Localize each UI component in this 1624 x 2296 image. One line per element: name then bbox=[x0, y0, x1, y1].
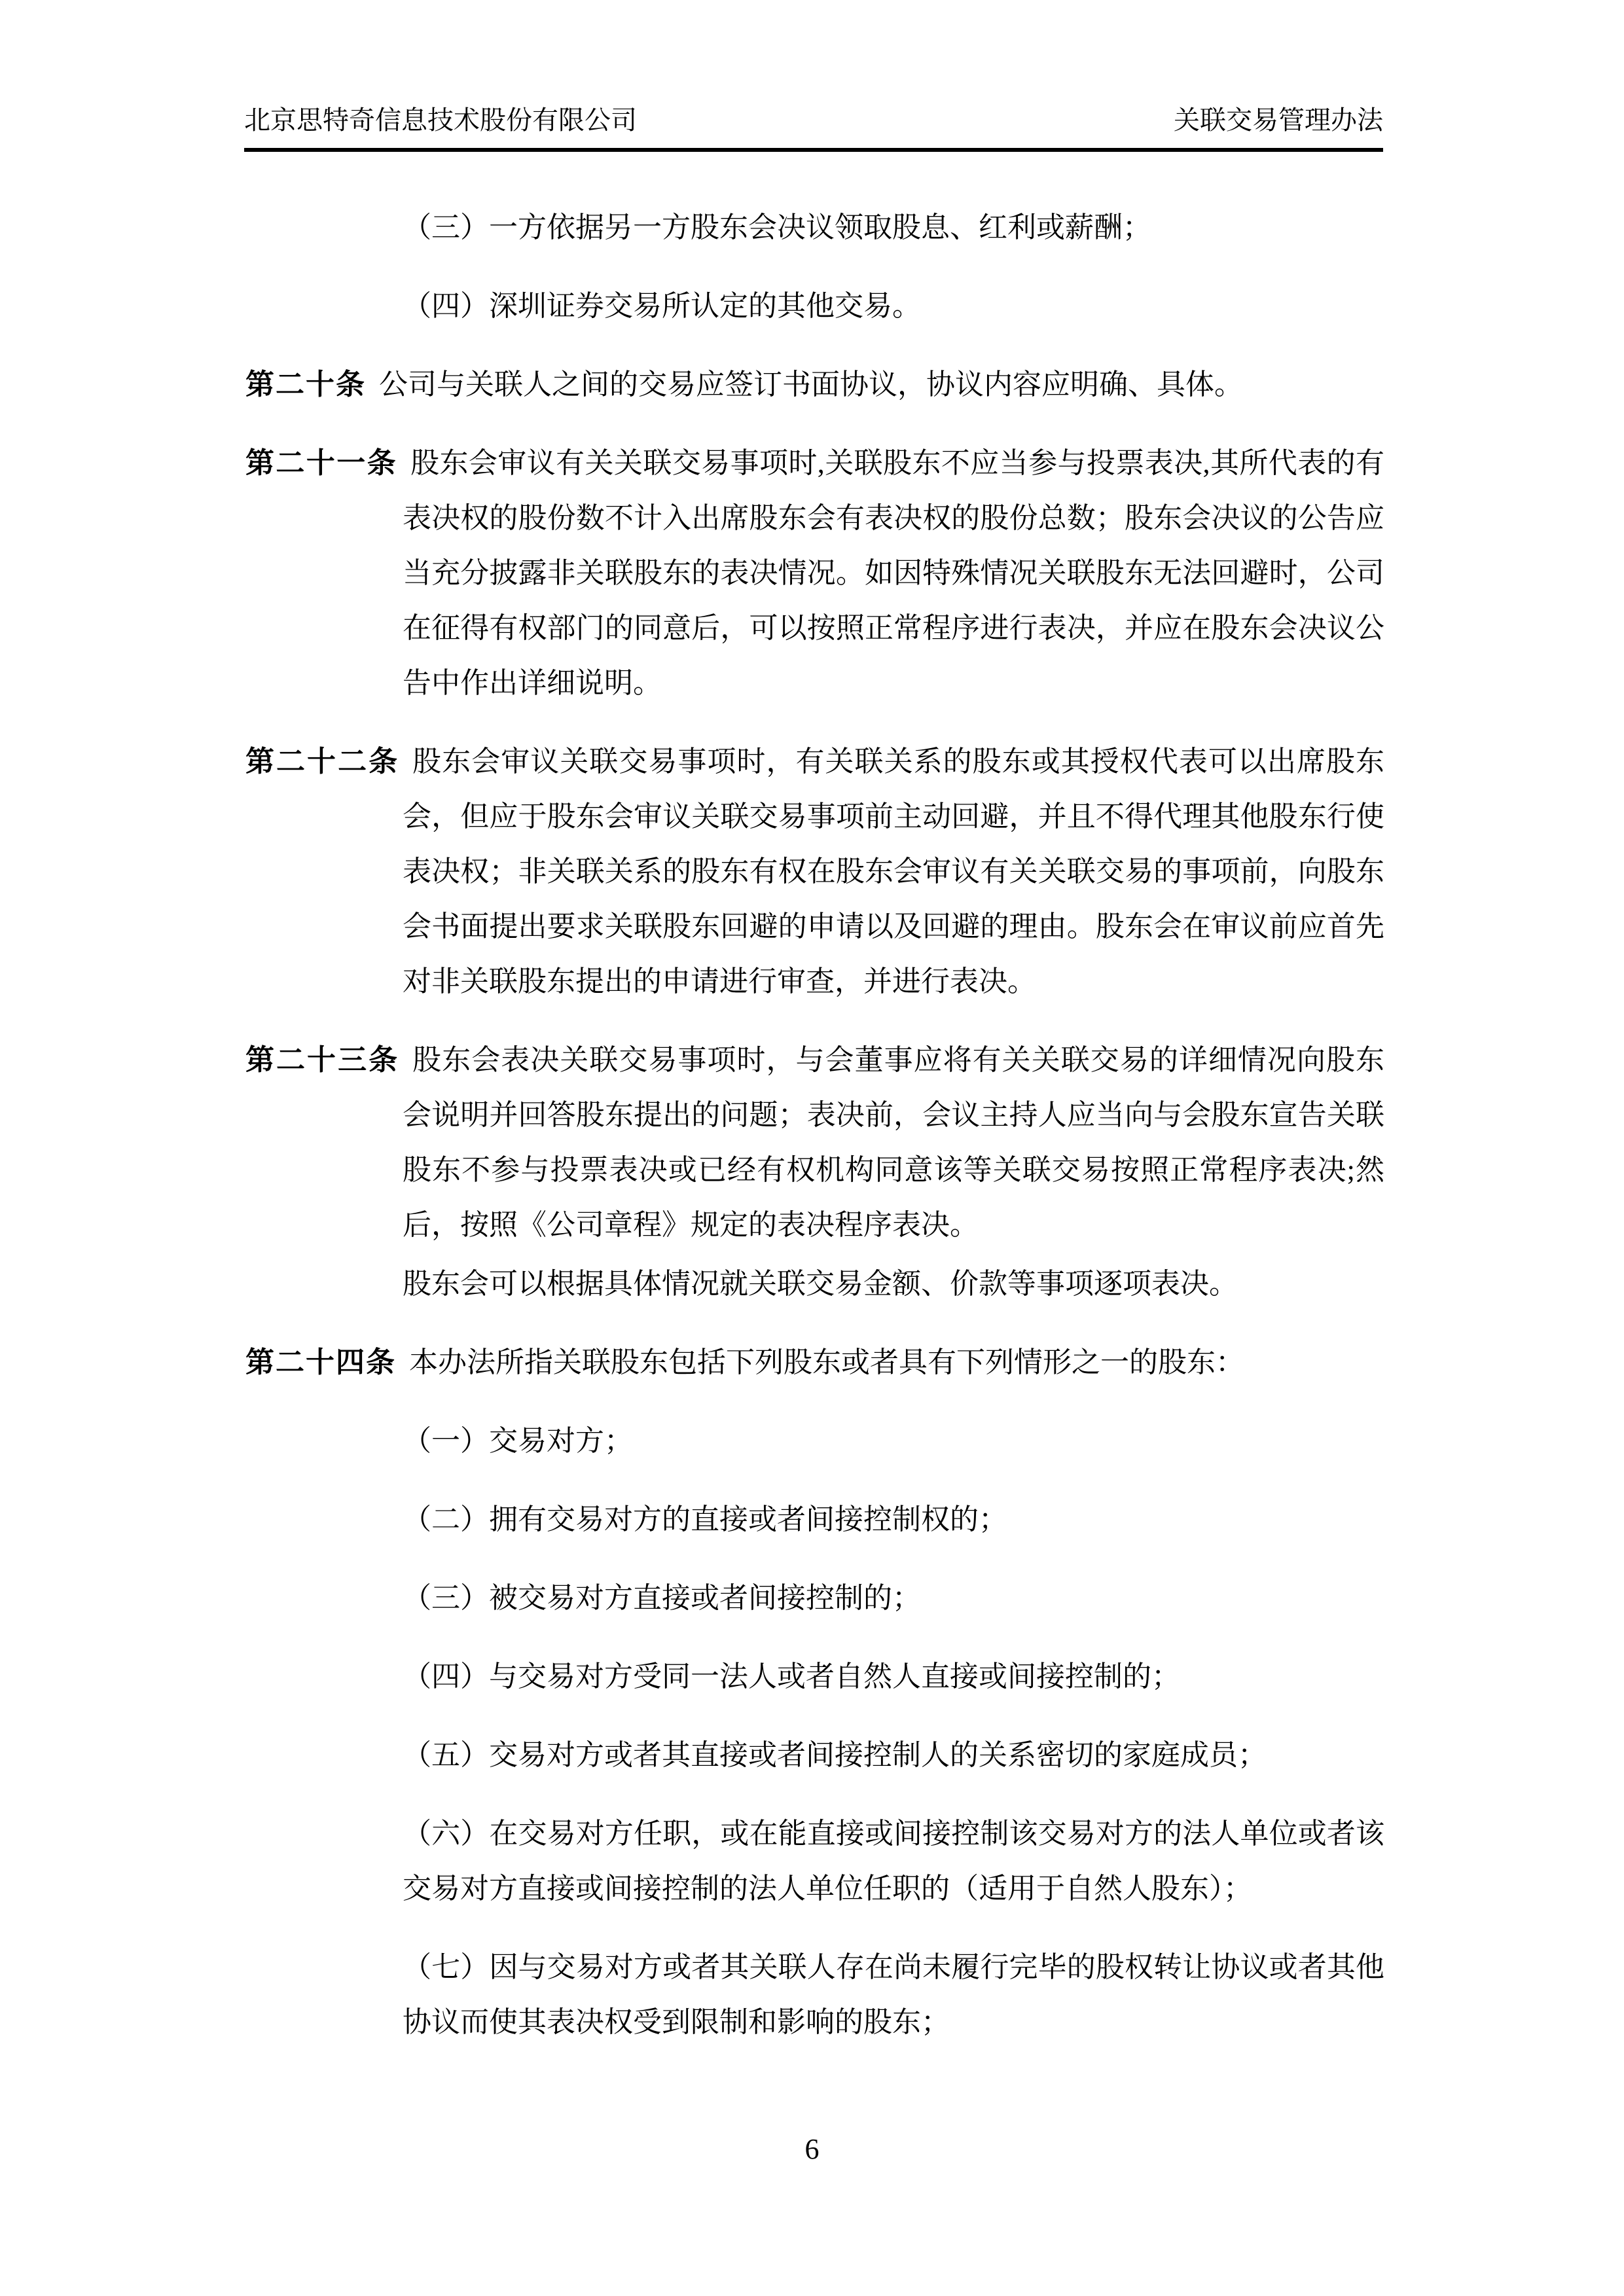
page-header bbox=[244, 103, 1383, 152]
header-doc-title: 关联交易管理办法 bbox=[1174, 105, 1383, 135]
article-number: 第二十二条 bbox=[245, 745, 400, 778]
list-item: （三）一方依据另一方股东会决议领取股息、红利或薪酬； bbox=[403, 211, 1151, 243]
article-paragraph bbox=[245, 1335, 1384, 1390]
article-text: 本办法所指关联股东包括下列股东或者具有下列情形之一的股东： bbox=[409, 1346, 1244, 1378]
article-paragraph bbox=[245, 734, 1384, 1009]
list-item: （六）在交易对方任职，或在能直接或间接控制该交易对方的法人单位或者该交易对方直接或间接控制的法人单位任职的（适用于自然人股东）； bbox=[403, 1818, 1384, 1905]
list-item: （二）拥有交易对方的直接或者间接控制权的； bbox=[403, 1503, 1007, 1535]
list-item: （七）因与交易对方或者其关联人存在尚未履行完毕的股权转让协议或者其他协议而使其表决权受到限制和影响的股东； bbox=[403, 1951, 1384, 2038]
article-paragraph bbox=[245, 357, 1384, 412]
list-item: （一）交易对方； bbox=[403, 1425, 633, 1457]
article-text: 公司与关联人之间的交易应签订书面协议，协议内容应明确、具体。 bbox=[379, 368, 1243, 401]
article-text: 股东会审议关联交易事项时，有关联关系的股东或其授权代表可以出席股东会，但应于股东会审议关联交易事项前主动回避，并且不得代理其他股东行使表决权；非关联关系的股东有权在股东会审议有关关联交易的事项前，向股东会书面提出要求关联股东回避的申请以及回避的理由。股东会在审议前应首先对非关联股东提出的申请进行审查，并进行表决。 bbox=[403, 745, 1385, 997]
article-number: 第二十一条 bbox=[245, 447, 398, 479]
header-company-name: 北京思特奇信息技术股份有限公司 bbox=[244, 105, 637, 135]
article-number: 第二十三条 bbox=[245, 1044, 400, 1076]
list-item: （四）深圳证券交易所认定的其他交易。 bbox=[403, 290, 921, 322]
list-item: （三）被交易对方直接或者间接控制的； bbox=[403, 1582, 921, 1614]
page-footer bbox=[0, 2122, 1624, 2177]
list-item: （四）与交易对方受同一法人或者自然人直接或间接控制的； bbox=[403, 1660, 1180, 1693]
article-paragraph bbox=[245, 436, 1384, 711]
page-number: 6 bbox=[804, 2133, 820, 2165]
document-body bbox=[245, 200, 1384, 2073]
article-paragraph bbox=[245, 1033, 1384, 1253]
article-number: 第二十条 bbox=[245, 368, 366, 401]
article-number: 第二十四条 bbox=[245, 1346, 396, 1378]
article-text: 股东会审议有关关联交易事项时,关联股东不应当参与投票表决,其所代表的有表决权的股份数不计入出席股东会有表决权的股份总数；股东会决议的公告应当充分披露非关联股东的表决情况。如因特殊情况关联股东无法回避时，公司在征得有权部门的同意后，可以按照正常程序进行表决，并应在股东会决议公告中作出详细说明。 bbox=[403, 447, 1385, 699]
article-text: 股东会表决关联交易事项时，与会董事应将有关关联交易的详细情况向股东会说明并回答股东提出的问题；表决前，会议主持人应当向与会股东宣告关联股东不参与投票表决或已经有权机构同意该等关联交易按照正常程序表决;然后，按照《公司章程》规定的表决程序表决。 bbox=[403, 1044, 1385, 1241]
list-item: （五）交易对方或者其直接或者间接控制人的关系密切的家庭成员； bbox=[403, 1739, 1267, 1771]
list-item: 股东会可以根据具体情况就关联交易金额、价款等事项逐项表决。 bbox=[403, 1268, 1238, 1300]
